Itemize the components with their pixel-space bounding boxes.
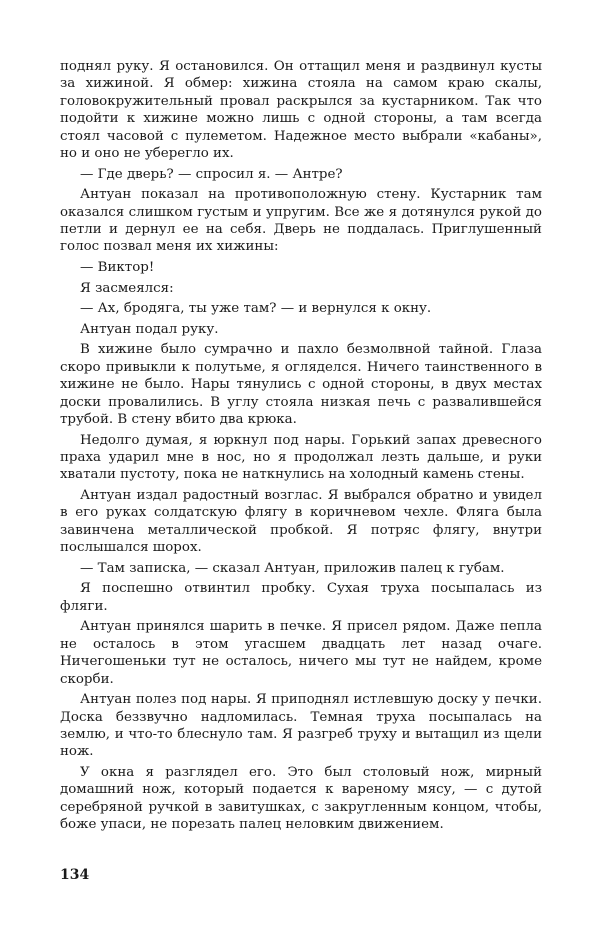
paragraph: Антуан показал на противоположную стену. Кустарник там оказался слишком густым и упругим. Все же я дотянулся рукой до петли и дернул ее на себя. Дверь не поддалась. Приглушенный голос позвал меня их хижины: (60, 187, 542, 255)
paragraph: — Там записка, — сказал Антуан, приложив палец к губам. (80, 560, 505, 576)
page-body (60, 58, 542, 837)
paragraph: Недолго думая, я юркнул под нары. Горький запах древесного праха ударил мне в нос, но я продолжал лезть дальше, и руки хватали пустоту, пока не наткнулись на холодный камень стены. (60, 432, 542, 483)
paragraph: — Ах, бродяга, ты уже там? — и вернулся к окну. (80, 301, 432, 317)
paragraph: Антуан издал радостный возглас. Я выбрался обратно и увидел в его руках солдатскую флягу в коричневом чехле. Фляга была завинчена металлической пробкой. Я потряс флягу, внутри послышался шорох. (60, 488, 542, 556)
paragraph: — Виктор! (80, 260, 155, 276)
page-number: 134 (60, 867, 90, 883)
paragraph: Я засмеялся: (80, 280, 174, 296)
paragraph: В хижине было сумрачно и пахло безмолвной тайной. Глаза скоро привыкли к полутьме, я огляделся. Ничего таинственного в хижине не было. Нары тянулись с одной стороны, в двух местах доски провалились. В углу стояла низкая печь с развалившейся трубой. В стену вбито два крюка. (60, 342, 542, 428)
paragraph: поднял руку. Я остановился. Он оттащил меня и раздвинул кусты за хижиной. Я обмер: хижина стояла на самом краю скалы, головокружительный провал раскрылся за кустарником. Так что подойти к хижине можно лишь с одной стороны, а там всегда стоял часовой с пулеметом. Надежное место выбрали «кабаны», но и оно не уберегло их. (60, 59, 542, 162)
paragraph: Антуан принялся шарить в печке. Я присел рядом. Даже пепла не осталось в этом угасшем двадцать лет назад очаге. Ничегошеньки тут не осталось, ничего мы тут не найдем, кроме скорби. (60, 619, 542, 687)
paragraph: — Где дверь? — спросил я. — Антре? (80, 166, 343, 182)
paragraph: Антуан подал руку. (80, 321, 219, 337)
paragraph: У окна я разглядел его. Это был столовый нож, мирный домашний нож, который подается к вареному мясу, — с дутой серебряной ручкой в завитушках, с закругленным концом, чтобы, боже упаси, не порезать палец неловким движением. (60, 765, 542, 833)
paragraph: Антуан полез под нары. Я приподнял истлевшую доску у печки. Доска беззвучно надломилась. Темная труха посыпалась на землю, и что-то блеснуло там. Я разгреб труху и вытащил из щели нож. (60, 692, 542, 760)
paragraph: Я поспешно отвинтил пробку. Сухая труха посыпалась из фляги. (60, 581, 542, 614)
